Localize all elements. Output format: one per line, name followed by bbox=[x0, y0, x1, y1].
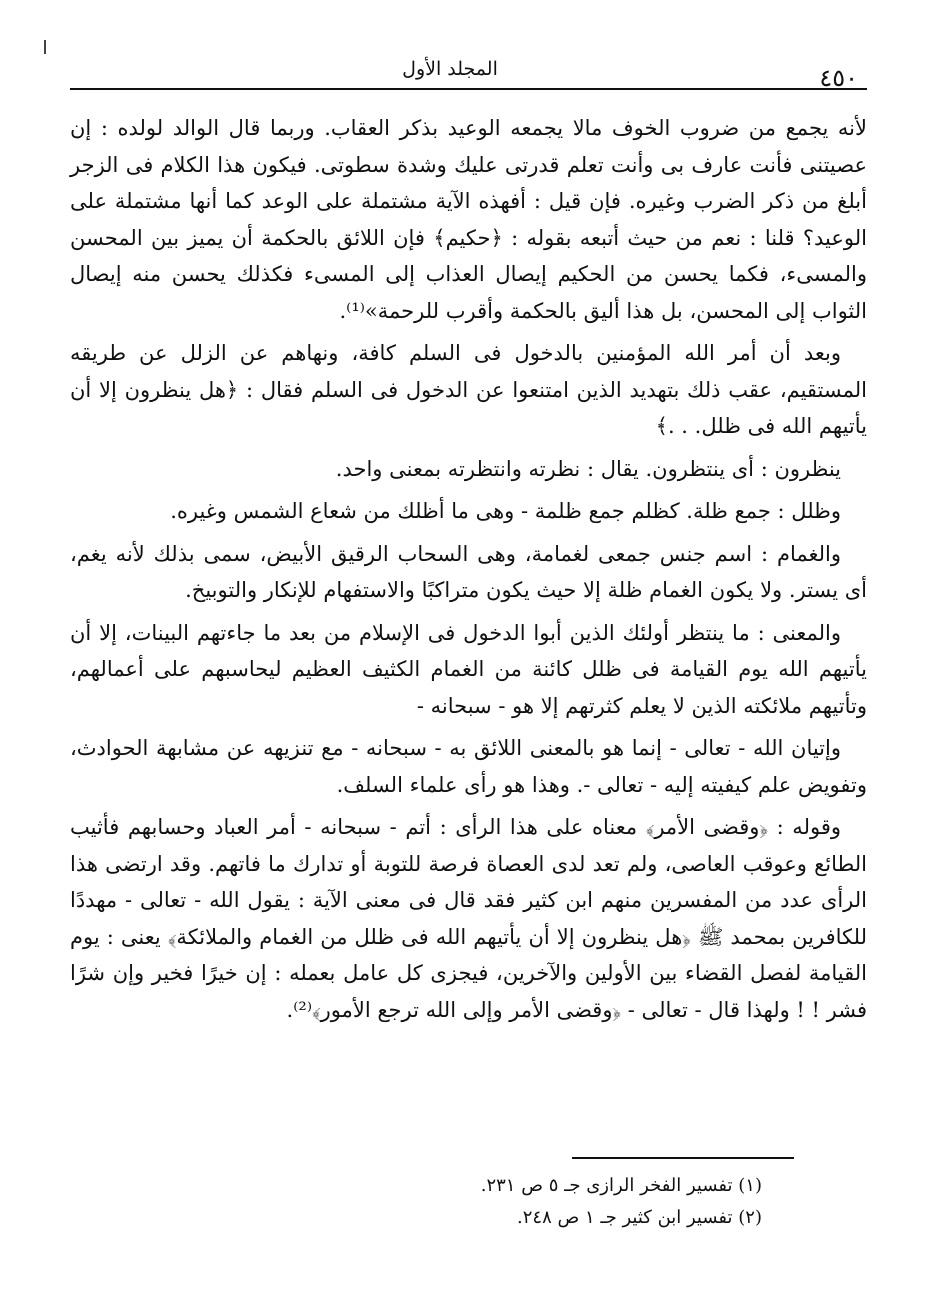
paragraph: والمعنى : ما ينتظر أولئك الذين أبوا الدخول فى الإسلام من بعد ما جاءتهم البينات، إلا أن يأتيهم الله يوم القيامة فى ظلل كائنة من الغمام الكثيف العظيم ليحاسبهم على أعمالهم، وتأتيهم ملائكته الذين لا يعلم كثرتهم إلا هو - سبحانه - bbox=[70, 620, 867, 718]
footnote: (٢) تفسير ابن كثير جـ ١ ص ٢٤٨. bbox=[517, 1207, 762, 1228]
paragraph: لأنه يجمع من ضروب الخوف مالا يجمعه الوعيد بذكر العقاب. وربما قال الوالد لولده : إن عصيتنى فأنت عارف بى وأنت تعلم قدرتى عليك وشدة سطوتى. فيكون هذا الكلام فى الزجر أبلغ من ذكر الضرب وغيره. فإن قيل : أفهذه الآية مشتملة على الوعد كما أنها مشتملة على الوعيد؟ قلنا : نعم من حيث أتبعه بقوله : ﴿حكيم﴾ فإن اللائق بالحكمة أن يميز بين المحسن والمسىء، فكما يحسن من الحكيم إيصال العذاب إلى المسىء فكذلك يحسن منه إيصال الثواب إلى المحسن، بل هذا أليق بالحكمة وأقرب للرحمة»⁽¹⁾. bbox=[70, 116, 867, 323]
paragraph: وإتيان الله - تعالى - إنما هو بالمعنى اللائق به - سبحانه - مع تنزيهه عن مشابهة الحوادث، وتفويض علم كيفيته إليه - تعالى -. وهذا هو رأى علماء السلف. bbox=[70, 736, 867, 797]
footnote: (١) تفسير الفخر الرازى جـ ٥ ص ٢٣١. bbox=[480, 1175, 762, 1196]
paragraph: ينظرون : أى ينتظرون. يقال : نظرته وانتظرته بمعنى واحد. bbox=[335, 456, 841, 481]
scan-mark bbox=[44, 40, 46, 54]
footnote-divider bbox=[572, 1157, 794, 1159]
main-text bbox=[70, 110, 867, 1034]
footnotes bbox=[300, 1170, 762, 1234]
header-divider bbox=[70, 88, 867, 90]
volume-title: المجلد الأول bbox=[402, 58, 498, 80]
paragraph: والغمام : اسم جنس جمعى لغمامة، وهى السحاب الرقيق الأبيض، سمى بذلك لأنه يغم، أى يستر. ولا يكون الغمام ظلة إلا حيث يكون متراكبًا والاستفهام للإنكار والتوبيخ. bbox=[70, 541, 867, 602]
paragraph: وقوله : ﴿وقضى الأمر﴾ معناه على هذا الرأى : أتم - سبحانه - أمر العباد وحسابهم فأثيب الطائع وعوقب العاصى، ولم تعد لدى العصاة فرصة للتوبة أو تدارك ما فاتهم. وقد ارتضى هذا الرأى عدد من المفسرين منهم ابن كثير فقد قال فى معنى الآية : يقول الله - تعالى - مهددًا للكافرين بمحمد ﷺ ﴿هل ينظرون إلا أن يأتيهم الله فى ظلل من الغمام والملائكة﴾ يعنى : يوم القيامة لفصل القضاء بين الأولين والآخرين، فيجزى كل عامل بعمله : إن خيرًا فخير وإن شرًا فشر ! ! ولهذا قال - تعالى - ﴿وقضى الأمر وإلى الله ترجع الأمور﴾⁽²⁾. bbox=[70, 815, 867, 1022]
page-number: ٤٥٠ bbox=[819, 64, 858, 92]
paragraph: وظلل : جمع ظلة. كظلم جمع ظلمة - وهى ما أظلك من شعاع الشمس وغيره. bbox=[170, 499, 841, 523]
paragraph: وبعد أن أمر الله المؤمنين بالدخول فى السلم كافة، ونهاهم عن الزلل عن طريقه المستقيم، عقب ذلك بتهديد الذين امتنعوا عن الدخول فى السلم فقال : ﴿هل ينظرون إلا أن يأتيهم الله فى ظلل. . .﴾ bbox=[70, 341, 867, 438]
